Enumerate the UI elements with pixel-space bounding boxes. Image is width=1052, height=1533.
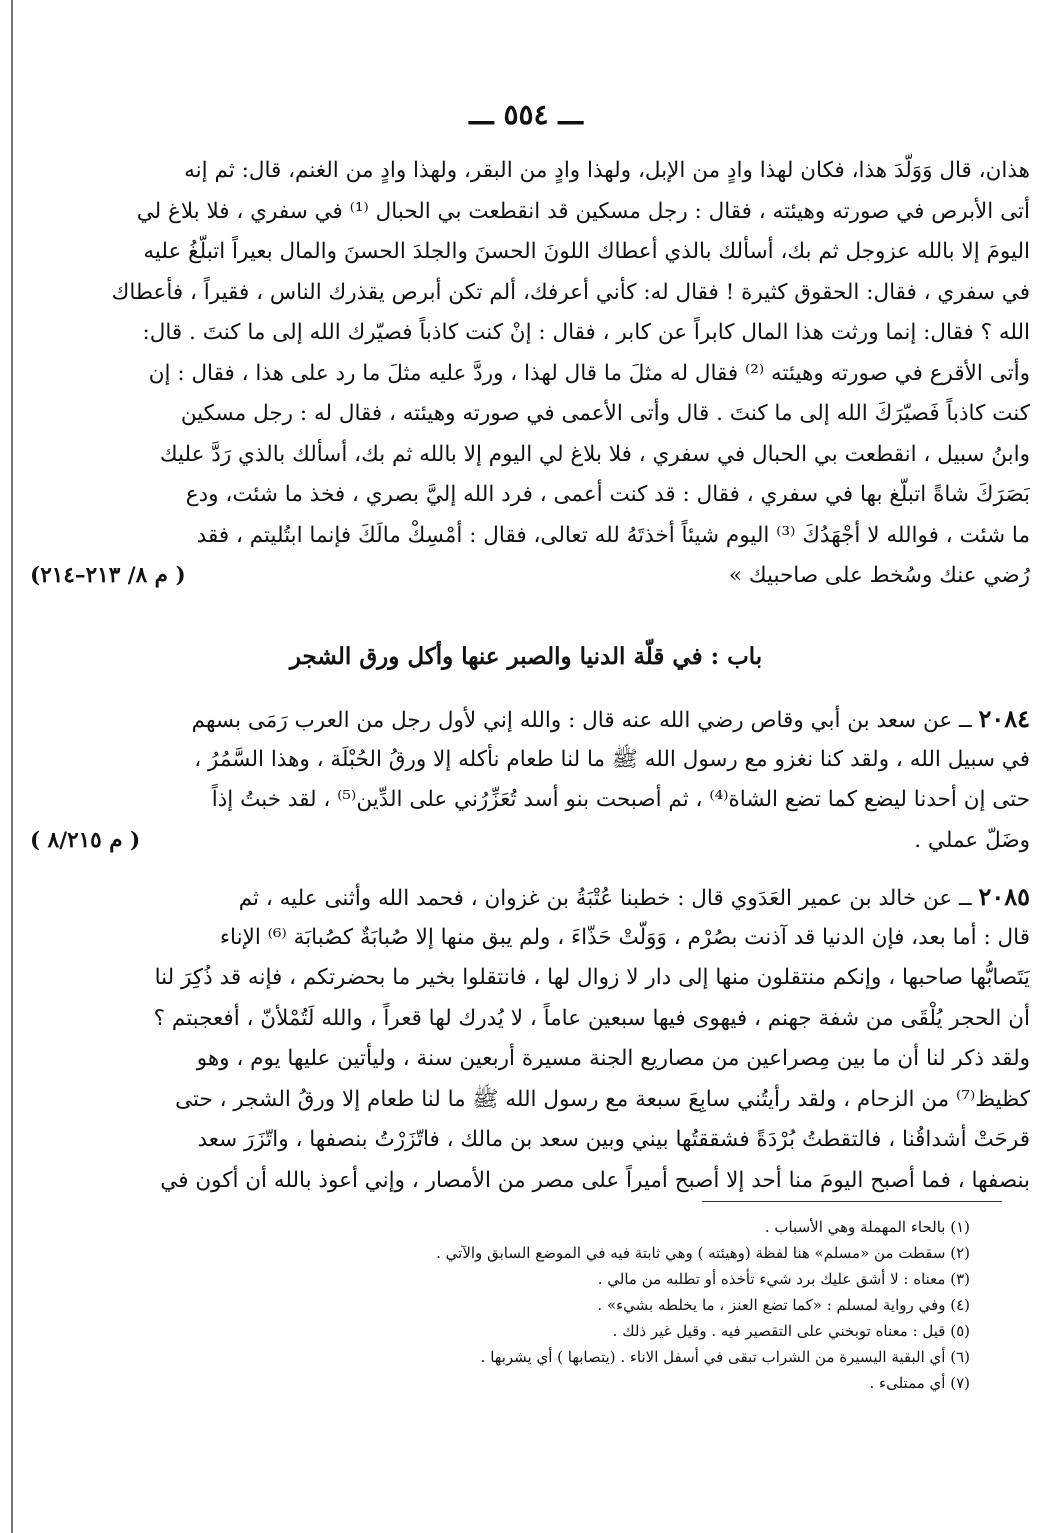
text-line: أتى الأبرص في صورته وهيئته ، فقال : رجل مسكين قد انقطعت بي الحبال ⁽¹⁾ في سفري ، فلا بلاغ لي bbox=[136, 198, 1030, 224]
text-line bbox=[30, 699, 1030, 740]
footnote: (٧) أي ممتلىء . bbox=[869, 1374, 970, 1392]
top-section bbox=[30, 151, 1030, 597]
text-line: هذان، قال وَوَلّدَ هذا، فكان لهذا وادٍ من الإبل، ولهذا وادٍ من البقر، ولهذا وادٍ من الغنم، قال: ثم إنه bbox=[184, 158, 1030, 183]
text-line: حتى إن أحدنا ليضع كما تضع الشاة⁽⁴⁾ ، ثم أصبحت بنو أسد تُعَزِّرُني على الدِّين⁽⁵⁾ ، لقد خبتُ إذاً bbox=[211, 787, 1030, 812]
text-line: أن الحجر يُلْقَى من شفة جهنم ، فيهوى فيها سبعين عاماً ، لا يُدرك لها قعراً ، والله لَتُمْلأنّ ، أفعجبتم ؟ bbox=[153, 1005, 1030, 1031]
source-reference: ( م ٨/٢١٥ ) bbox=[30, 827, 141, 853]
page-edge-line bbox=[11, 0, 13, 1533]
footnotes bbox=[70, 1214, 970, 1396]
text-line: قرحَتْ أشداقُنا ، فالتقطتُ بُرْدَةً فشققتُها بيني وبين سعد بن مالك ، فاتّزَرْتُ بنصفها ، واتّزَرَ سعد bbox=[197, 1127, 1030, 1152]
text-line-content: ــ عن خالد بن عمير العَدَوي قال : خطبنا عُتْبَةُ بن غزوان ، فحمد الله وأثنى عليه ، ثم bbox=[238, 886, 972, 911]
text-line: كنت كاذباً فَصيّرَكَ الله إلى ما كنتَ . قال وأتى الأعمى في صورته وهيئته ، فقال له : رجل مسكين bbox=[180, 401, 1030, 426]
text-line-content: ــ عن سعد بن أبي وقاص رضي الله عنه قال : والله إني لأول رجل من العرب رَمَى بسهم bbox=[191, 708, 972, 733]
hadith-number: ٢٠٨٤ bbox=[978, 704, 1030, 733]
text-line: ما شئت ، فوالله لا أجْهَدُكَ ⁽³⁾ اليوم شيئاً أخذتَهُ لله تعالى، فقال : أمْسِكْ مالَكَ فإنما ابتُليتم ، فقد bbox=[196, 522, 1030, 548]
text-line: كظيظ⁽⁷⁾ من الزحام ، ولقد رأيتُني سابِعَ سبعة مع رسول الله ﷺ ما لنا طعام إلا ورقُ الشجر ، حتى bbox=[175, 1086, 1030, 1112]
hadith-2084 bbox=[30, 699, 1030, 861]
page-number: ـــ ٥٥٤ ـــ bbox=[469, 98, 583, 131]
footnote: (٤) وفي رواية لمسلم : «كما تضع العنز ، ما يخلطه بشيء» . bbox=[597, 1296, 970, 1314]
footnote: (١) بالحاء المهملة وهي الأسباب . bbox=[764, 1218, 970, 1236]
text-line: وابنُ سبيل ، انقطعت بي الحبال في سفري ، فلا بلاغ لي اليوم إلا بالله ثم بك، أسألك بالذي رَدَّ عليك bbox=[159, 441, 1030, 467]
text-line: بنصفها ، فما أصبح اليومَ منا أحد إلا أصبح أميراً على مصر من الأمصار ، وإني أعوذ بالله أن أكون في bbox=[160, 1167, 1030, 1193]
text-line: قال : أما بعد، فإن الدنيا قد آذنت بصُرْم ، وَوَلّتْ حَذّاءَ ، ولم يبق منها إلا صُبابَةٌ كصُبابَة ⁽⁶⁾ الإناء bbox=[219, 924, 1030, 950]
text-line: الله ؟ فقال: إنما ورثت هذا المال كابراً عن كابر ، فقال : إنْ كنت كاذباً فصيّرك الله إلى ما كنتَ . قال: bbox=[142, 320, 1030, 345]
text-line-content: وضَلّ عملي . bbox=[914, 827, 1030, 853]
text-line bbox=[30, 877, 1030, 918]
text-line: في سبيل الله ، ولقد كنا نغزو مع رسول الله ﷺ ما لنا طعام نأكله إلا ورقُ الحُبْلَة ، وهذا السَّمُرُ ، bbox=[194, 746, 1030, 772]
text-line: ولقد ذكر لنا أن ما بين مِصراعين من مصاريع الجنة مسيرة أربعين سنة ، وليأتين عليها يوم ، وهو bbox=[196, 1046, 1030, 1071]
footnote: (٢) سقطت من «مسلم» هنا لفظة (وهيئته ) وهي ثابتة فيه في الموضع السابق والآتي . bbox=[436, 1244, 970, 1262]
text-line-content: رُضي عنك وسُخط على صاحبيك » bbox=[728, 563, 1030, 588]
hadith-number: ٢٠٨٥ bbox=[978, 882, 1030, 911]
footnote-divider bbox=[702, 1201, 1002, 1202]
text-line: في سفري ، فقال: الحقوق كثيرة ! فقال له: كأني أعرفك، ألم تكن أبرص يقذرك الناس ، فقيراً ، فأعطاك bbox=[111, 279, 1030, 305]
text-line: اليومَ إلا بالله عزوجل ثم بك، أسألك بالذي أعطاك اللونَ الحسنَ والجلدَ الحسنَ والمال بعيراً اتبلّغُ عليه bbox=[143, 239, 1030, 264]
footnote: (٣) معناه : لا أشق عليك برد شيء تأخذه أو تطلبه من مالي . bbox=[597, 1270, 970, 1288]
text-line: يَتَصابُّها صاحبها ، وإنكم منتقلون منها إلى دار لا زوال لها ، فانتقلوا بخير ما بحضرتكم ، فإنه قد ذُكِرَ لنا bbox=[154, 965, 1030, 990]
chapter-title: باب : في قلّة الدنيا والصبر عنها وأكل ورق الشجر bbox=[289, 643, 763, 670]
text-line: بَصَرَكَ شاةً اتبلّغ بها في سفري ، فقال : قد كنت أعمى ، فرد الله إليَّ بصري ، فخذ ما شئت، ودع bbox=[185, 482, 1030, 507]
text-line: وأتى الأقرع في صورته وهيئته ⁽²⁾ فقال له مثلَ ما قال لهذا ، وردَّ عليه مثلَ ما رد على هذا ، فقال : إن bbox=[148, 360, 1030, 386]
footnote: (٥) قيل : معناه توبخني على التقصير فيه . وقيل غير ذلك . bbox=[612, 1322, 970, 1340]
text-line bbox=[30, 556, 1030, 597]
text-line bbox=[30, 821, 1030, 862]
hadith-2085 bbox=[30, 877, 1030, 1201]
footnote: (٦) أي البقية اليسيرة من الشراب تبقى في أسفل الاناء . (يتصابها ) أي يشربها . bbox=[480, 1348, 970, 1366]
source-reference: ( م ٨/ ٢١٣–٢١٤) bbox=[30, 563, 186, 588]
